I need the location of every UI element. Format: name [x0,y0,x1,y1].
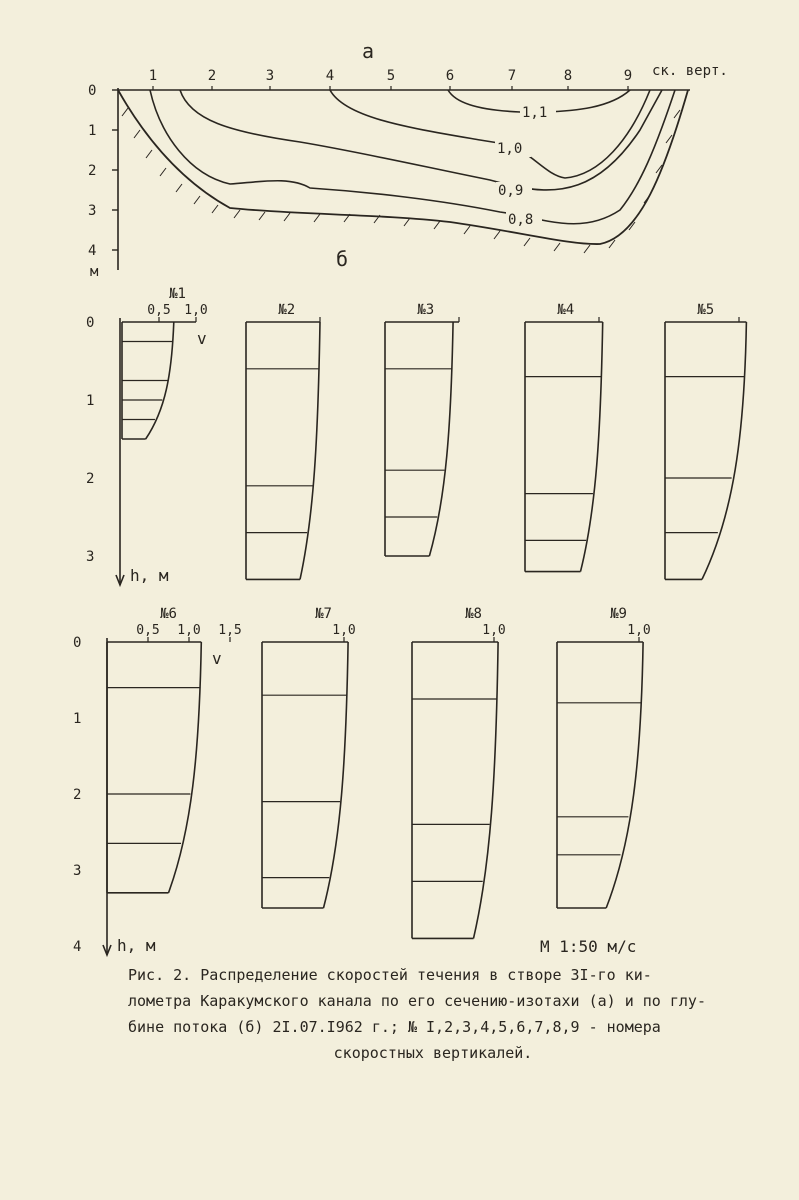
profile-velocity-tick-label: 0,5 [147,303,171,318]
bed-hatch-stroke [464,226,470,234]
velocity-profile [262,606,356,908]
part-a-letter: а [362,39,375,63]
cross-section-chart [88,63,728,280]
velocity-profile [525,302,603,572]
bed-hatch-stroke [234,210,240,218]
figure-caption [128,962,738,1066]
profile-velocity-tick-label: 1,5 [218,623,242,638]
bed-hatch-stroke [176,184,182,192]
section-depth-tick-label: 1 [88,123,97,139]
velocity-profile [557,606,651,908]
caption-line-3: бине потока (б) 2I.07.I962 г.; № I,2,3,4,5,6,7,8,9 - номера [128,1018,661,1036]
vertical-tick-label: 8 [563,68,573,84]
profile-velocity-tick-label: 1,0 [627,623,651,638]
channel-bed-line [118,90,688,244]
profile-velocity-curve [169,642,202,893]
caption-line-4: скоростных вертикалей. [333,1044,533,1062]
profile-number-label: №1 [169,286,186,302]
velocity-axis-label: v [197,329,207,348]
bed-hatching [122,108,680,253]
vertical-tick-label: 4 [325,68,335,84]
depth-tick-label: 1 [86,393,95,409]
velocity-profile [665,302,746,579]
bed-hatch-stroke [434,221,440,229]
bed-hatch-stroke [404,218,410,226]
depth-tick-label: 0 [86,315,95,331]
bed-hatch-stroke [524,238,530,246]
profile-velocity-curve [429,322,453,556]
depth-tick-label: 2 [86,471,95,487]
vertical-tick-label: 2 [207,68,217,84]
depth-axis-label: h, м [130,566,169,585]
bed-hatch-stroke [314,214,320,222]
bed-hatch-stroke [554,243,560,251]
profile-number-label: №7 [315,606,332,622]
bed-hatch-stroke [494,231,500,239]
profile-velocity-tick-label: 1,0 [482,623,506,638]
profile-number-label: №2 [278,302,296,318]
section-depth-unit: м [90,264,99,280]
velocity-profile [385,302,459,556]
profile-velocity-tick-label: 0,5 [136,623,160,638]
bed-hatch-stroke [194,196,200,204]
profile-number-label: №4 [557,302,575,318]
profile-velocity-curve [474,642,499,938]
vertical-tick-label: 3 [265,68,275,84]
depth-tick-label: 4 [73,939,82,955]
section-depth-tick-label: 4 [88,243,97,259]
bed-hatch-stroke [284,213,290,221]
vertical-tick-label: 1 [148,68,158,84]
bed-hatch-stroke [584,245,590,253]
vertical-tick-label: 7 [507,68,517,84]
isotach-label: 0,8 [508,212,534,228]
vertical-axis-label: ск. верт. [652,63,728,79]
velocity-profile [412,606,506,938]
bed-hatch-stroke [160,168,166,176]
isotach-label: 0,9 [498,183,524,199]
velocity-profile [246,302,320,579]
profile-number-label: №8 [465,606,482,622]
profile-number-label: №3 [417,302,435,318]
depth-axis-label: h, м [117,936,156,955]
depth-tick-label: 0 [73,635,82,651]
velocity-profiles-row-1 [86,286,746,585]
section-depth-tick-label: 3 [88,203,97,219]
part-b-letter: б [336,247,349,271]
caption-line-1: Рис. 2. Распределение скоростей течения в створе 3I-го ки- [128,966,652,984]
bed-hatch-stroke [212,205,218,213]
depth-tick-label: 1 [73,711,82,727]
bed-hatch-stroke [146,150,152,158]
profile-number-label: №6 [160,606,177,622]
profile-velocity-curve [606,642,643,908]
profile-velocity-tick-label: 1,0 [177,623,201,638]
profile-velocity-curve [324,642,349,908]
section-depth-ticks [88,83,118,259]
profile-velocity-curve [581,322,603,572]
isotach-label: 1,1 [522,105,548,121]
vertical-number-ticks [149,68,632,90]
vertical-tick-label: 5 [386,68,396,84]
profile-number-label: №9 [610,606,627,622]
profile-velocity-curve [702,322,746,579]
caption-line-2: лометра Каракумского канала по его сечению-изотахи (а) и по глу- [128,992,706,1010]
velocity-scale-label: М 1:50 м/с [540,937,637,956]
section-depth-tick-label: 2 [88,163,97,179]
vertical-tick-label: 9 [623,68,633,84]
profile-velocity-curve [300,322,320,579]
profile-number-label: №5 [697,302,715,318]
depth-tick-label: 3 [86,549,95,565]
bed-hatch-stroke [122,108,128,116]
depth-tick-label: 3 [73,863,82,879]
vertical-tick-label: 6 [445,68,455,84]
bed-hatch-stroke [134,130,140,138]
bed-hatch-stroke [259,212,265,220]
section-depth-tick-label: 0 [88,83,97,99]
depth-tick-label: 2 [73,787,82,803]
velocity-profiles-row-2 [73,606,651,955]
velocity-axis-label: v [212,649,222,668]
isotach-label: 1,0 [497,141,523,157]
isotach-1-0 [330,90,650,178]
velocity-profile [122,286,208,439]
isotach-0-8 [150,90,675,224]
isotach-0-9 [180,90,662,190]
profile-velocity-tick-label: 1,0 [184,303,208,318]
profile-velocity-tick-label: 1,0 [332,623,356,638]
